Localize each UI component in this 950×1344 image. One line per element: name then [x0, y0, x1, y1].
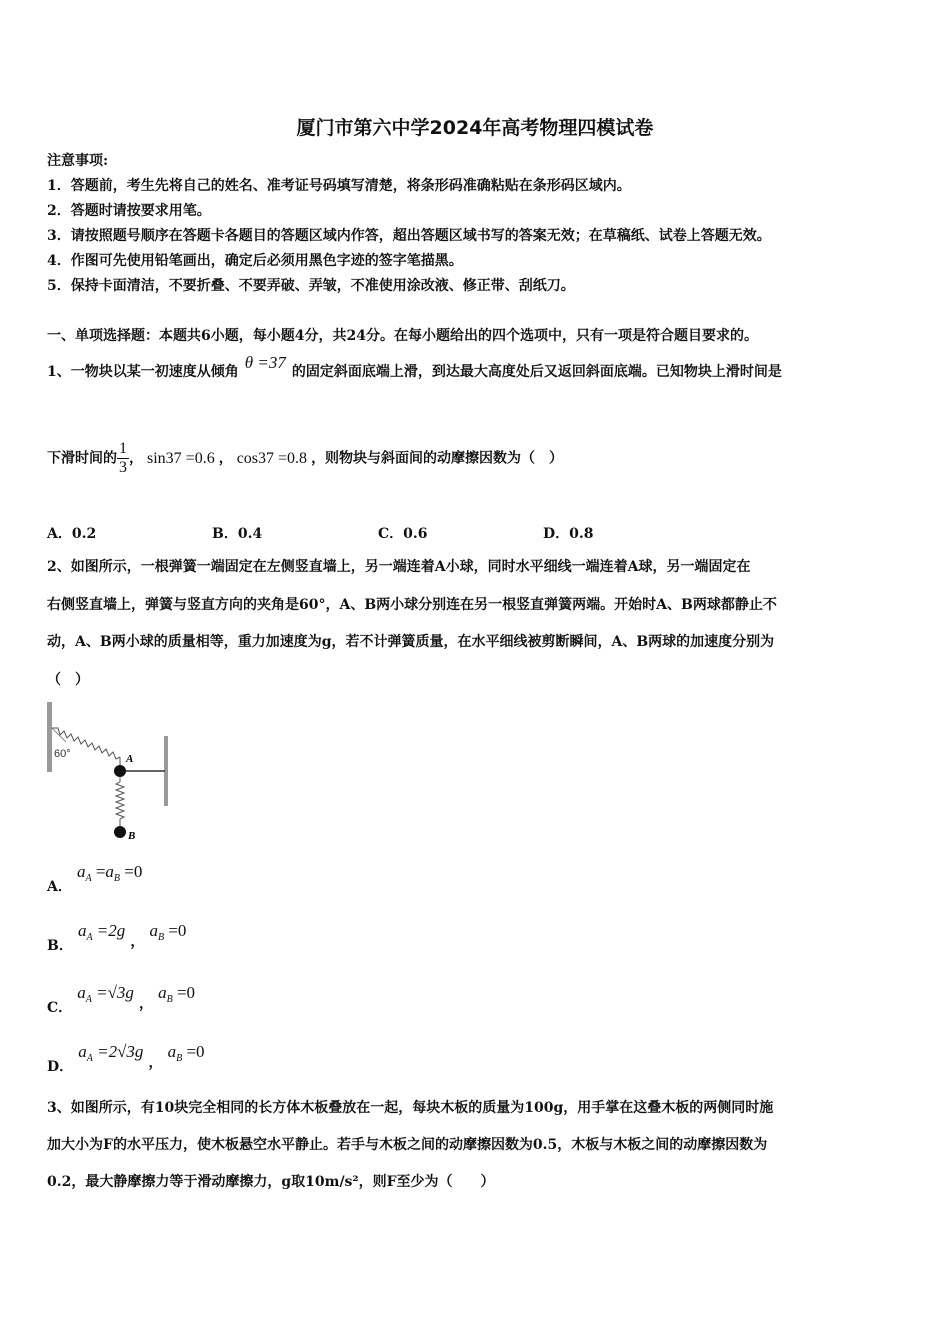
notice-heading: 注意事项: — [47, 153, 109, 169]
option-expr — [76, 862, 143, 884]
value: =2√3g — [92, 1042, 144, 1061]
question-2-line: 动，A、B两小球的质量相等，重力加速度为g，若不计弹簧质量，在水平细线被剪断瞬间，A、B两球的加速度分别为 — [47, 634, 775, 650]
fraction-numerator: 1 — [119, 440, 127, 457]
notice-item: 4．作图可先使用铅笔画出，确定后必须用黑色字迹的签字笔描黑。 — [47, 253, 463, 269]
left-wall — [47, 702, 52, 772]
question-3-line: 3、如图所示，有10块完全相同的长方体木板叠放在一起，每块木板的质量为100g，用手掌在这叠木板的两侧同时施 — [47, 1100, 774, 1116]
symbol: a — [149, 921, 158, 940]
option-label: A． — [47, 879, 72, 895]
question-2-line: 2、如图所示，一根弹簧一端固定在左侧竖直墙上，另一端连着A小球，同时水平细线一端连着A球，另一端固定在 — [47, 559, 751, 575]
question-2-line: 右侧竖直墙上，弹簧与竖直方向的夹角是60°，A、B两小球分别连在另一根竖直弹簧两端。开始时A、B两球都静止不 — [47, 597, 777, 613]
q1-fraction — [117, 440, 129, 477]
option-c: C．0.6 — [378, 526, 428, 542]
option-a: A．0.2 — [47, 526, 97, 542]
symbol: a — [78, 1042, 87, 1061]
ball-a — [114, 765, 126, 777]
q1-sep: ， — [218, 450, 233, 467]
question-3-line: 加大小为F的水平压力，使木板悬空水平静止。若手与木板之间的动摩擦因数为0.5，木板与木板之间的动摩擦因数为 — [47, 1137, 768, 1153]
separator: ， — [139, 996, 154, 1012]
option-label: C． — [47, 1000, 73, 1016]
separator: ， — [130, 934, 145, 950]
option-b: B．0.4 — [212, 526, 263, 542]
value: =2g — [92, 921, 126, 940]
option-expr — [77, 921, 126, 943]
subscript: A — [86, 932, 93, 943]
symbol: a — [167, 1042, 177, 1061]
equals: =0 — [172, 983, 196, 1002]
symbol: a — [77, 983, 86, 1002]
section-heading: 一、单项选择题：本题共6小题，每小题4分，共24分。在每小题给出的四个选项中，只有一项是符合题目要求的。 — [47, 328, 758, 344]
subscript: B — [113, 873, 121, 884]
option-expr — [149, 921, 187, 943]
option-expr — [78, 1042, 144, 1064]
page-title: 厦门市第六中学2024年高考物理四模试卷 — [296, 117, 654, 139]
equals: =0 — [164, 921, 187, 940]
q1-text: 下滑时间的 — [47, 450, 117, 467]
q1-sin: sin37 =0.6 — [147, 449, 215, 467]
equals: =0 — [120, 862, 143, 881]
subscript: B — [157, 932, 165, 943]
vertical-spring — [116, 777, 124, 826]
q1-text: ，则物块与斜面间的动摩擦因数为（ ） — [311, 450, 564, 467]
subscript: B — [166, 994, 173, 1005]
ball-a-label: A — [126, 753, 134, 765]
option-expr — [158, 983, 196, 1005]
subscript: A — [85, 873, 92, 884]
question-1-line-1 — [47, 353, 782, 381]
fraction-denominator: 3 — [119, 459, 127, 476]
ball-b — [114, 826, 126, 838]
angle-label: 60° — [54, 748, 71, 760]
option-label: B． — [47, 938, 73, 954]
equals: = — [91, 862, 106, 881]
option-d — [47, 1042, 205, 1075]
option-a — [47, 862, 143, 895]
option-expr — [77, 983, 134, 1005]
symbol: a — [77, 921, 87, 940]
subscript: A — [86, 1053, 93, 1064]
notice-item: 3．请按照题号顺序在答题卡各题目的答题区域内作答，超出答题区域书写的答案无效；在草稿纸、试卷上答题无效。 — [47, 228, 771, 244]
subscript: A — [85, 994, 92, 1005]
value: =√3g — [91, 983, 134, 1002]
question-1-line-2 — [47, 440, 563, 477]
notice-item: 2．答题时请按要求用笔。 — [47, 203, 211, 219]
ball-b-label: B — [128, 830, 136, 842]
q1-theta: θ =37 — [244, 353, 286, 372]
option-d: D．0.8 — [543, 526, 594, 542]
question-3-line: 0.2，最大静摩擦力等于滑动摩擦力，g取10m/s²，则F至少为（ ） — [47, 1174, 495, 1190]
q1-sep: ， — [129, 450, 143, 467]
notice-item: 5．保持卡面清洁，不要折叠、不要弄破、弄皱，不准使用涂改液、修正带、刮纸刀。 — [47, 278, 575, 294]
q1-text: 的固定斜面底端上滑，到达最大高度处后又返回斜面底端。已知物块上滑时间是 — [291, 364, 782, 380]
notice-item: 1．答题前，考生先将自己的姓名、准考证号码填写清楚，将条形码准确粘贴在条形码区域内。 — [47, 178, 631, 194]
option-c — [47, 983, 196, 1016]
question-2-line: （ ） — [47, 672, 89, 688]
q1-text: 1、一物块以某一初速度从倾角 — [47, 364, 239, 380]
option-label: D． — [47, 1059, 74, 1075]
spring-figure — [44, 700, 174, 842]
subscript: B — [176, 1053, 183, 1064]
separator: ， — [148, 1055, 163, 1071]
equals: =0 — [182, 1042, 205, 1061]
symbol: a — [76, 862, 86, 881]
option-b — [47, 921, 187, 954]
symbol: a — [105, 862, 114, 881]
q1-cos: cos37 =0.8 — [236, 449, 308, 467]
option-expr — [167, 1042, 205, 1064]
symbol: a — [158, 983, 167, 1002]
